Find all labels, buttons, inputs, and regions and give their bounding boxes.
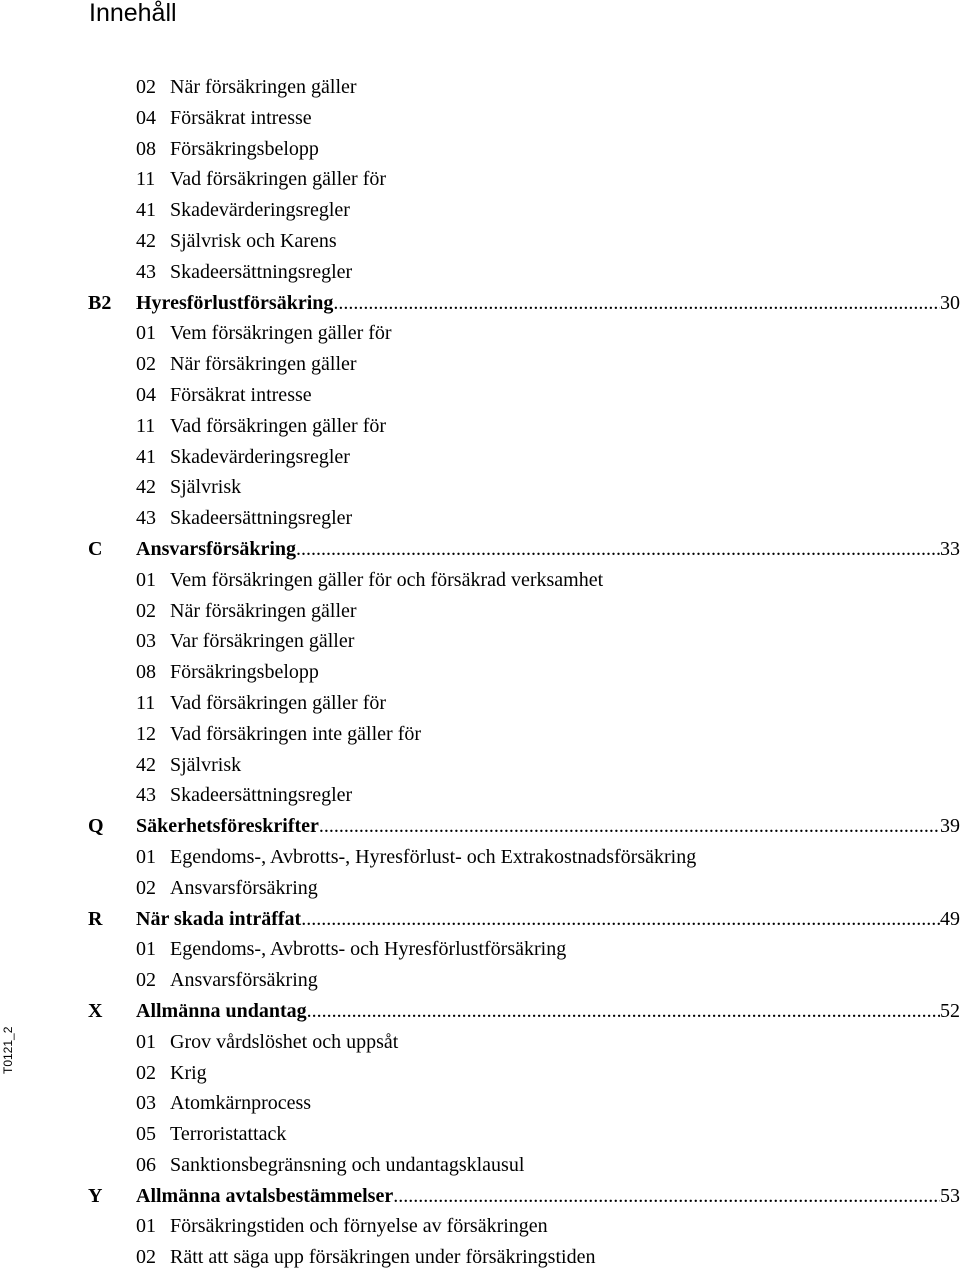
toc-section-row [0, 534, 960, 565]
toc-subsection-row [0, 873, 960, 904]
toc-subsection-row [0, 1088, 960, 1119]
section-page-number: 49 [940, 907, 960, 930]
dot-leader [307, 996, 940, 1026]
toc-subsection-row [0, 195, 960, 226]
toc-subsection-row [0, 103, 960, 134]
toc-subsection-row [0, 134, 960, 165]
subsection-number: 08 [136, 661, 156, 684]
section-code: Y [88, 1184, 103, 1207]
dot-leader [319, 811, 940, 841]
page-title: Innehåll [89, 0, 177, 27]
section-code: C [88, 537, 103, 560]
subsection-number: 42 [136, 476, 156, 499]
toc-subsection-row [0, 411, 960, 442]
section-page-number: 53 [940, 1184, 960, 1207]
section-page-number: 30 [940, 291, 960, 314]
section-code: R [88, 907, 103, 930]
toc-subsection-row [0, 226, 960, 257]
section-title: Allmänna undantag [136, 999, 307, 1022]
toc-subsection-row [0, 750, 960, 781]
subsection-label: Egendoms-, Avbrotts- och Hyresförlustförsäkring [170, 938, 567, 961]
subsection-label: När försäkringen gäller [170, 353, 357, 376]
toc-subsection-row [0, 780, 960, 811]
toc-subsection-row [0, 164, 960, 195]
subsection-label: Var försäkringen gäller [170, 630, 355, 653]
subsection-number: 03 [136, 630, 156, 653]
subsection-number: 01 [136, 1215, 156, 1238]
toc-subsection-row [0, 503, 960, 534]
subsection-label: Försäkrat intresse [170, 383, 312, 406]
subsection-label: Rätt att säga upp försäkringen under försäkringstiden [170, 1246, 596, 1269]
subsection-label: Egendoms-, Avbrotts-, Hyresförlust- och Extrakostnadsförsäkring [170, 845, 697, 868]
section-entry[interactable] [136, 1181, 960, 1211]
subsection-label: Självrisk [170, 476, 242, 499]
subsection-number: 43 [136, 260, 156, 283]
toc-subsection-row [0, 380, 960, 411]
subsection-label: Försäkrat intresse [170, 106, 312, 129]
subsection-number: 06 [136, 1153, 156, 1176]
subsection-number: 41 [136, 199, 156, 222]
subsection-label: Vad försäkringen gäller för [170, 168, 387, 191]
subsection-label: Ansvarsförsäkring [170, 969, 318, 992]
dot-leader [301, 904, 940, 934]
subsection-number: 12 [136, 722, 156, 745]
subsection-number: 42 [136, 753, 156, 776]
subsection-label: Terroristattack [170, 1123, 287, 1146]
section-code: Q [88, 815, 104, 838]
section-entry[interactable] [136, 288, 960, 318]
subsection-number: 05 [136, 1123, 156, 1146]
section-page-number: 33 [940, 537, 960, 560]
toc-section-row [0, 1181, 960, 1212]
subsection-number: 01 [136, 938, 156, 961]
subsection-number: 08 [136, 137, 156, 160]
subsection-label: Vem försäkringen gäller för [170, 322, 392, 345]
subsection-number: 01 [136, 568, 156, 591]
toc-subsection-row [0, 442, 960, 473]
subsection-number: 03 [136, 1092, 156, 1115]
toc-subsection-row [0, 72, 960, 103]
toc-subsection-row [0, 934, 960, 965]
section-title: Säkerhetsföreskrifter [136, 815, 319, 838]
subsection-label: Vad försäkringen gäller för [170, 414, 387, 437]
subsection-number: 02 [136, 599, 156, 622]
subsection-number: 01 [136, 1030, 156, 1053]
toc-subsection-row [0, 257, 960, 288]
subsection-label: Självrisk och Karens [170, 229, 337, 252]
section-code: B2 [88, 291, 112, 314]
toc-subsection-row [0, 1211, 960, 1242]
section-title: Ansvarsförsäkring [136, 537, 297, 560]
toc-section-row [0, 811, 960, 842]
subsection-label: Försäkringsbelopp [170, 137, 319, 160]
subsection-label: När försäkringen gäller [170, 76, 357, 98]
document-id: T0121_2 [1, 1026, 15, 1074]
section-entry[interactable] [136, 534, 960, 564]
subsection-number: 01 [136, 322, 156, 345]
subsection-label: Skadeersättningsregler [170, 507, 353, 530]
subsection-number: 42 [136, 229, 156, 252]
toc-section-row [0, 288, 960, 319]
subsection-label: Vad försäkringen gäller för [170, 691, 387, 714]
toc-subsection-row [0, 626, 960, 657]
toc-subsection-row [0, 318, 960, 349]
toc-subsection-row [0, 565, 960, 596]
subsection-label: Skadeersättningsregler [170, 260, 353, 283]
subsection-number: 02 [136, 353, 156, 376]
toc-subsection-row [0, 657, 960, 688]
subsection-number: 04 [136, 106, 156, 129]
toc-subsection-row [0, 1119, 960, 1150]
subsection-number: 01 [136, 845, 156, 868]
section-title: När skada inträffat [136, 907, 302, 930]
subsection-label: Skadeersättningsregler [170, 784, 353, 807]
dot-leader [333, 288, 940, 318]
subsection-label: Atomkärnprocess [170, 1092, 312, 1115]
dot-leader [296, 534, 940, 564]
toc-subsection-row [0, 472, 960, 503]
subsection-number: 02 [136, 969, 156, 992]
section-page-number: 39 [940, 815, 960, 838]
subsection-label: När försäkringen gäller [170, 599, 357, 622]
section-title: Allmänna avtalsbestämmelser [136, 1184, 394, 1207]
subsection-number: 02 [136, 876, 156, 899]
section-title: Hyresförlustförsäkring [136, 291, 334, 314]
table-of-contents [0, 72, 960, 1273]
toc-subsection-row [0, 688, 960, 719]
toc-section-row [0, 996, 960, 1027]
section-entry[interactable] [136, 904, 960, 934]
subsection-number: 02 [136, 76, 156, 98]
subsection-label: Grov vårdslöshet och uppsåt [170, 1030, 399, 1053]
subsection-label: Ansvarsförsäkring [170, 876, 318, 899]
subsection-number: 11 [136, 691, 156, 714]
subsection-number: 11 [136, 414, 156, 437]
subsection-number: 04 [136, 383, 156, 406]
subsection-number: 43 [136, 784, 156, 807]
subsection-number: 43 [136, 507, 156, 530]
subsection-label: Skadevärderingsregler [170, 199, 350, 222]
subsection-number: 02 [136, 1061, 156, 1084]
dot-leader [393, 1181, 940, 1211]
subsection-label: Självrisk [170, 753, 242, 776]
toc-subsection-row [0, 596, 960, 627]
section-entry[interactable] [136, 811, 960, 841]
section-code: X [88, 999, 103, 1022]
subsection-label: Sanktionsbegränsning och undantagsklausul [170, 1153, 525, 1176]
subsection-number: 41 [136, 445, 156, 468]
subsection-label: Försäkringstiden och förnyelse av försäkringen [170, 1215, 548, 1238]
subsection-number: 11 [136, 168, 156, 191]
subsection-number: 02 [136, 1246, 156, 1269]
toc-subsection-row [0, 1150, 960, 1181]
subsection-label: Försäkringsbelopp [170, 661, 319, 684]
subsection-label: Vem försäkringen gäller för och försäkrad verksamhet [170, 568, 604, 591]
toc-subsection-row [0, 719, 960, 750]
toc-subsection-row [0, 1058, 960, 1089]
toc-subsection-row [0, 1027, 960, 1058]
subsection-label: Skadevärderingsregler [170, 445, 350, 468]
section-page-number: 52 [940, 999, 960, 1022]
toc-subsection-row [0, 842, 960, 873]
toc-subsection-row [0, 349, 960, 380]
toc-subsection-row [0, 1242, 960, 1273]
toc-subsection-row [0, 965, 960, 996]
subsection-label: Krig [170, 1061, 207, 1084]
subsection-label: Vad försäkringen inte gäller för [170, 722, 422, 745]
toc-section-row [0, 904, 960, 935]
section-entry[interactable] [136, 996, 960, 1026]
